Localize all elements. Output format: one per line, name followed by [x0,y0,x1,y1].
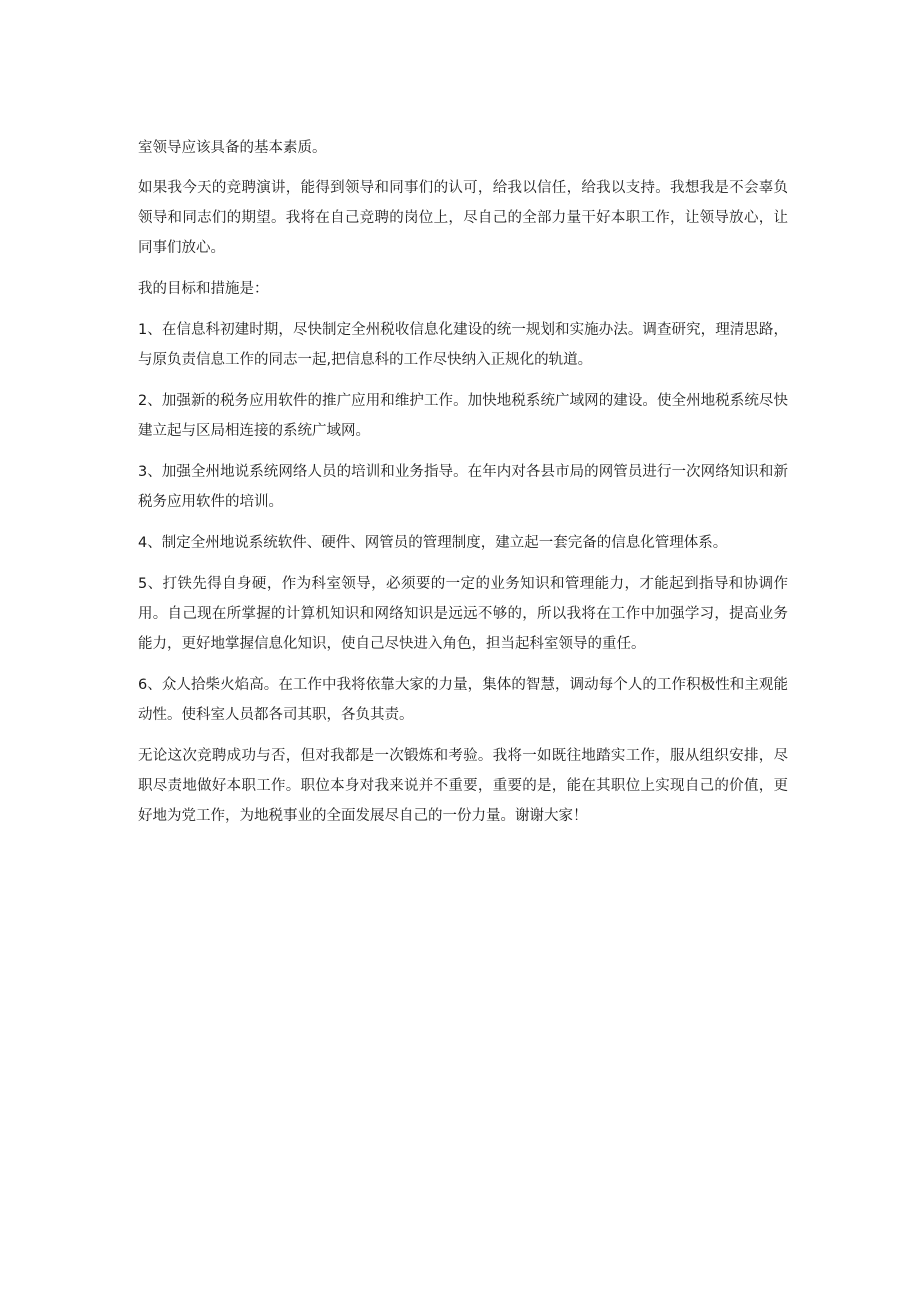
paragraph-goal-4: 4、制定全州地说系统软件、硬件、网管员的管理制度，建立起一套完备的信息化管理体系。 [138,535,728,551]
paragraph-goal-5: 5、打铁先得自身硬，作为科室领导，必须要的一定的业务知识和管理能力，才能起到指导和协调作用。自己现在所掌握的计算机知识和网络知识是远远不够的，所以我将在工作中加强学习，提高业务能力，更好地掌握信息化知识，使自己尽快进入角色，担当起科室领导的重任。 [138,576,788,652]
document-body [138,133,788,842]
paragraph-goal-6: 6、众人拾柴火焰高。在工作中我将依靠大家的力量，集体的智慧，调动每个人的工作积极性和主观能动性。使科室人员都各司其职，各负其责。 [138,677,788,723]
paragraph-intro-fragment: 室领导应该具备的基本素质。 [138,140,327,156]
paragraph-closing: 无论这次竞聘成功与否，但对我都是一次锻炼和考验。我将一如既往地踏实工作，服从组织安排，尽职尽责地做好本职工作。职位本身对我来说并不重要，重要的是，能在其职位上实现自己的价值，更好地为党工作，为地税事业的全面发展尽自己的一份力量。谢谢大家！ [138,748,788,824]
paragraph-goal-3: 3、加强全州地说系统网络人员的培训和业务指导。在年内对各县市局的网管员进行一次网络知识和新税务应用软件的培训。 [138,464,788,510]
paragraph-goal-2: 2、加强新的税务应用软件的推广应用和维护工作。加快地税系统广域网的建设。使全州地税系统尽快建立起与区局相连接的系统广域网。 [138,393,788,439]
paragraph-speech-hope: 如果我今天的竞聘演讲，能得到领导和同事们的认可，给我以信任，给我以支持。我想我是不会辜负领导和同志们的期望。我将在自己竞聘的岗位上，尽自己的全部力量干好本职工作，让领导放心，让同事们放心。 [138,180,788,256]
paragraph-goals-heading: 我的目标和措施是： [138,281,269,297]
paragraph-goal-1: 1、在信息科初建时期，尽快制定全州税收信息化建设的统一规划和实施办法。调查研究，理清思路，与原负责信息工作的同志一起,把信息科的工作尽快纳入正规化的轨道。 [138,322,788,368]
